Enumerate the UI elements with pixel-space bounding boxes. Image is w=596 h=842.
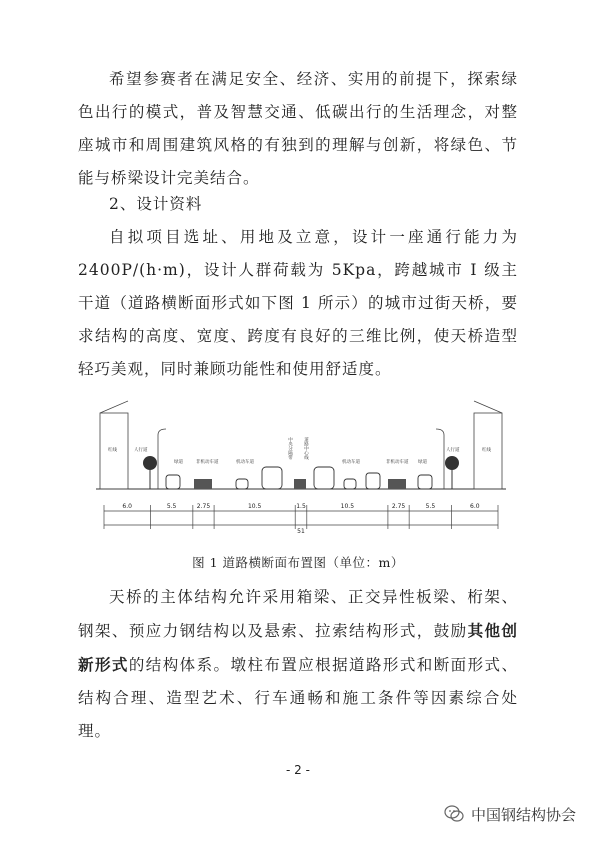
- section-heading-design-data: 2、设计资料: [109, 195, 203, 213]
- dimension-label: 1.5: [296, 503, 306, 510]
- dimension-total: 51: [297, 528, 305, 535]
- page-number: - 2 -: [286, 763, 310, 777]
- dimension-label: 6.0: [470, 503, 480, 510]
- paragraph-structure: [78, 581, 518, 748]
- label-center-divider: 中央分隔带: [287, 437, 293, 460]
- label-right-bike: 非机动车道: [386, 460, 409, 465]
- label-right-motor: 机动车道: [342, 460, 360, 465]
- watermark: [443, 803, 576, 825]
- car-icon: [166, 475, 180, 489]
- paragraph-structure-emphasis: 其他创新形式: [78, 621, 518, 674]
- label-left-sidewalk: 人行道: [134, 448, 148, 453]
- label-right-green: 绿道: [418, 460, 427, 465]
- paragraph-goals: 希望参赛者在满足安全、经济、实用的前提下，探索绿色出行的模式，普及智慧交通、低碳出行的生活理念，对整座城市和周围建筑风格的有独到的理解与创新，将绿色、节能与桥梁设计完美结合。: [78, 70, 518, 187]
- right-streetlight: [436, 429, 444, 489]
- bus-icon: [262, 467, 282, 489]
- left-streetlight: [158, 429, 166, 489]
- paragraph-structure-part2: 的结构体系。墩柱布置应根据道路形式和断面形式、结构合理、造型艺术、行车通畅和施工条件等因素综合处理。: [78, 656, 518, 740]
- label-left-redline: 红线: [108, 448, 117, 453]
- paragraph-design-data: 自拟项目选址、用地及立意，设计一座通行能力为2400P/(h·m)，设计人群荷载为 5Kpa，跨越城市 I 级主干道（道路横断面形式如下图 1 所示）的城市过街天桥，要求结构的高度、宽度、跨度有良好的三维比例，使天桥造型轻巧美观，同时兼顾功能性和使用舒适度。: [78, 228, 518, 378]
- dimension-label: 5.5: [425, 503, 436, 510]
- dimension-label: 6.0: [122, 503, 132, 510]
- left-tree: [143, 456, 157, 489]
- dimension-label: 10.5: [247, 503, 262, 510]
- dimension-label: 10.5: [340, 503, 355, 510]
- label-left-green: 绿道: [174, 460, 183, 465]
- figure-caption: 图 1 道路横断面布置图（单位：m）: [192, 555, 404, 570]
- road-cross-section-figure: [96, 393, 506, 541]
- label-right-redline: 红线: [482, 448, 491, 453]
- dimension-label: 2.75: [196, 503, 211, 510]
- right-tree: [445, 456, 459, 489]
- wechat-icon: [443, 803, 465, 825]
- label-right-sidewalk: 人行道: [446, 448, 460, 453]
- dimension-label: 2.75: [391, 503, 406, 510]
- dimension-label: 5.5: [166, 503, 177, 510]
- paragraph-structure-part1: 天桥的主体结构允许采用箱梁、正交异性板梁、桁架、钢架、预应力钢结构以及悬索、拉索结构形式，鼓励: [78, 588, 518, 640]
- label-left-bike: 非机动车道: [196, 460, 219, 465]
- label-left-motor: 机动车道: [236, 460, 254, 465]
- label-center-line: 道路中心线: [303, 437, 309, 460]
- watermark-text: 中国钢结构协会: [470, 805, 576, 824]
